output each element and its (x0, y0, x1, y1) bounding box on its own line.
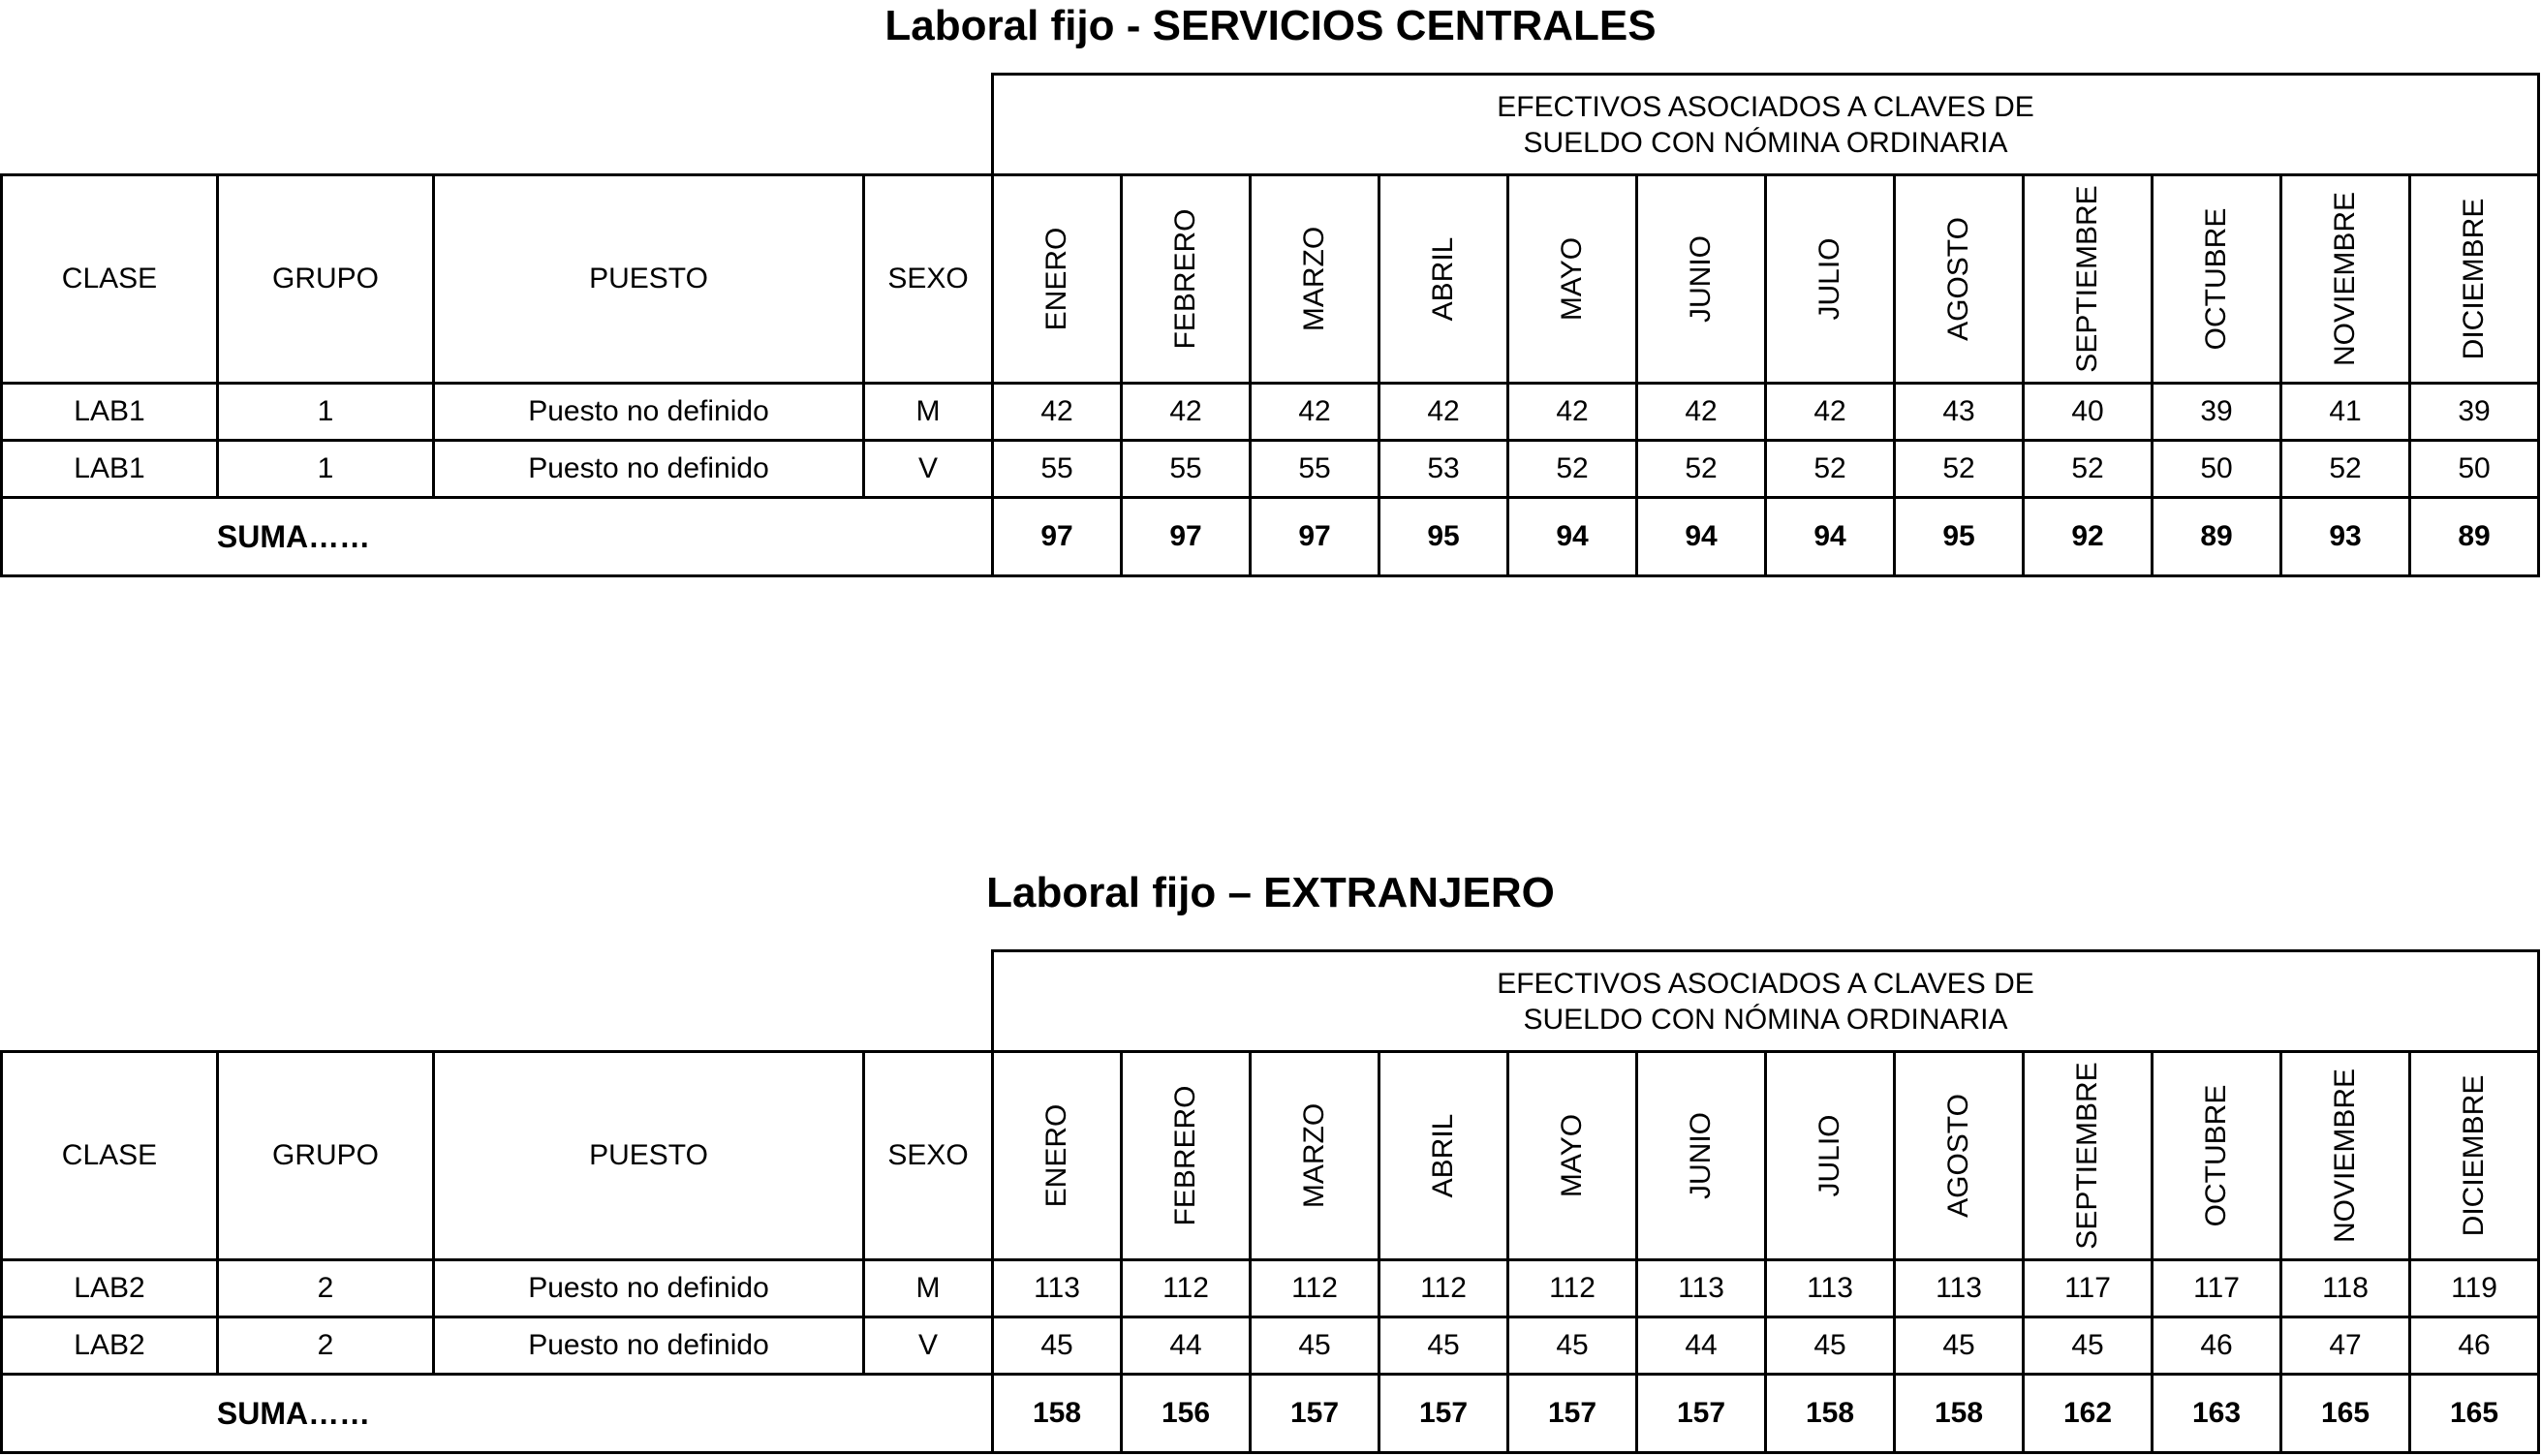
cell-value: 42 (1766, 384, 1895, 441)
cell-grupo: 2 (218, 1317, 434, 1375)
cell-value: 41 (2281, 384, 2410, 441)
month-label: MARZO (1298, 226, 1330, 332)
month-label: OCTUBRE (2200, 1084, 2232, 1227)
cell-puesto: Puesto no definido (434, 441, 864, 498)
month-label: ABRIL (1427, 1113, 1459, 1198)
cell-clase: LAB1 (2, 441, 218, 498)
sum-label: SUMA…… (2, 1375, 993, 1453)
cell-value: 52 (1508, 441, 1637, 498)
header-puesto: PUESTO (434, 1052, 864, 1260)
supergroup-line-2: SUELDO CON NÓMINA ORDINARIA (1523, 126, 2008, 159)
month-label: AGOSTO (1942, 1094, 1974, 1218)
header-month (1766, 175, 1895, 384)
cell-value: 45 (1766, 1317, 1895, 1375)
month-label: NOVIEMBRE (2329, 191, 2361, 367)
sum-value: 97 (1251, 498, 1379, 576)
cell-grupo: 1 (218, 384, 434, 441)
header-sexo: SEXO (864, 175, 993, 384)
sum-value: 157 (1379, 1375, 1508, 1453)
sum-value: 89 (2410, 498, 2539, 576)
header-clase: CLASE (2, 175, 218, 384)
cell-value: 112 (1508, 1260, 1637, 1317)
cell-value: 55 (1251, 441, 1379, 498)
cell-value: 52 (2281, 441, 2410, 498)
header-month (1122, 1052, 1251, 1260)
cell-value: 46 (2410, 1317, 2539, 1375)
cell-value: 113 (993, 1260, 1122, 1317)
header-month (1508, 175, 1637, 384)
sum-value: 94 (1637, 498, 1766, 576)
cell-value: 45 (1508, 1317, 1637, 1375)
cell-value: 52 (1895, 441, 2024, 498)
supergroup-line-1: EFECTIVOS ASOCIADOS A CLAVES DE (1497, 967, 2034, 1000)
sum-value: 97 (993, 498, 1122, 576)
table-row (2, 1317, 2539, 1375)
sum-value: 158 (1766, 1375, 1895, 1453)
month-label: MAYO (1556, 236, 1588, 322)
cell-clase: LAB1 (2, 384, 218, 441)
sum-value: 97 (1122, 498, 1251, 576)
sum-value: 93 (2281, 498, 2410, 576)
header-grupo: GRUPO (218, 175, 434, 384)
sum-value: 158 (993, 1375, 1122, 1453)
cell-value: 112 (1379, 1260, 1508, 1317)
cell-value: 117 (2153, 1260, 2281, 1317)
header-blank (2, 951, 993, 1052)
sum-value: 163 (2153, 1375, 2281, 1453)
sum-value: 165 (2410, 1375, 2539, 1453)
header-month (2410, 175, 2539, 384)
staff-table (0, 73, 2540, 577)
cell-value: 112 (1251, 1260, 1379, 1317)
sum-value: 157 (1508, 1375, 1637, 1453)
header-blank (2, 75, 993, 175)
cell-value: 39 (2410, 384, 2539, 441)
month-label: FEBRERO (1169, 1085, 1201, 1226)
header-month (1379, 1052, 1508, 1260)
header-month (1251, 1052, 1379, 1260)
table-row (2, 441, 2539, 498)
cell-value: 112 (1122, 1260, 1251, 1317)
cell-value: 50 (2410, 441, 2539, 498)
header-month (2024, 1052, 2153, 1260)
header-month (1379, 175, 1508, 384)
month-label: JUNIO (1685, 235, 1717, 323)
header-month (2281, 1052, 2410, 1260)
cell-value: 44 (1637, 1317, 1766, 1375)
header-month (1637, 175, 1766, 384)
table-row (2, 384, 2539, 441)
cell-value: 42 (1379, 384, 1508, 441)
supergroup-header (993, 75, 2539, 175)
section-title: Laboral fijo - SERVICIOS CENTRALES (884, 2, 1657, 49)
cell-value: 45 (993, 1317, 1122, 1375)
cell-value: 50 (2153, 441, 2281, 498)
cell-value: 119 (2410, 1260, 2539, 1317)
month-label: NOVIEMBRE (2329, 1068, 2361, 1244)
header-month (1895, 175, 2024, 384)
header-grupo: GRUPO (218, 1052, 434, 1260)
cell-value: 44 (1122, 1317, 1251, 1375)
cell-puesto: Puesto no definido (434, 1260, 864, 1317)
cell-value: 42 (1122, 384, 1251, 441)
sum-value: 94 (1766, 498, 1895, 576)
header-month (2410, 1052, 2539, 1260)
cell-grupo: 1 (218, 441, 434, 498)
cell-sexo: M (864, 1260, 993, 1317)
supergroup-line-1: EFECTIVOS ASOCIADOS A CLAVES DE (1497, 90, 2034, 123)
cell-value: 42 (993, 384, 1122, 441)
sum-value: 89 (2153, 498, 2281, 576)
header-month (993, 175, 1122, 384)
month-label: ENERO (1040, 1103, 1072, 1208)
sum-value: 157 (1637, 1375, 1766, 1453)
header-month (1508, 1052, 1637, 1260)
header-month (1637, 1052, 1766, 1260)
header-month (1895, 1052, 2024, 1260)
month-label: SEPTIEMBRE (2071, 185, 2103, 373)
cell-value: 113 (1637, 1260, 1766, 1317)
cell-sexo: V (864, 441, 993, 498)
sum-value: 94 (1508, 498, 1637, 576)
cell-clase: LAB2 (2, 1260, 218, 1317)
sum-value: 157 (1251, 1375, 1379, 1453)
cell-puesto: Puesto no definido (434, 384, 864, 441)
cell-sexo: V (864, 1317, 993, 1375)
cell-value: 42 (1508, 384, 1637, 441)
month-label: JUNIO (1685, 1112, 1717, 1199)
header-puesto: PUESTO (434, 175, 864, 384)
cell-value: 113 (1895, 1260, 2024, 1317)
cell-value: 52 (1637, 441, 1766, 498)
cell-value: 45 (2024, 1317, 2153, 1375)
month-label: AGOSTO (1942, 217, 1974, 341)
sum-value: 156 (1122, 1375, 1251, 1453)
staff-table (0, 949, 2540, 1454)
month-label: ENERO (1040, 227, 1072, 331)
cell-clase: LAB2 (2, 1317, 218, 1375)
cell-value: 42 (1637, 384, 1766, 441)
month-label: ABRIL (1427, 236, 1459, 322)
cell-value: 52 (2024, 441, 2153, 498)
sum-value: 95 (1379, 498, 1508, 576)
cell-value: 45 (1895, 1317, 2024, 1375)
cell-puesto: Puesto no definido (434, 1317, 864, 1375)
header-month (1122, 175, 1251, 384)
header-month (2153, 175, 2281, 384)
cell-value: 53 (1379, 441, 1508, 498)
month-label: MAYO (1556, 1113, 1588, 1198)
header-month (2024, 175, 2153, 384)
supergroup-header (993, 951, 2539, 1052)
header-month (2153, 1052, 2281, 1260)
supergroup-line-2: SUELDO CON NÓMINA ORDINARIA (1523, 1003, 2008, 1036)
cell-value: 113 (1766, 1260, 1895, 1317)
cell-value: 46 (2153, 1317, 2281, 1375)
month-label: MARZO (1298, 1102, 1330, 1209)
month-label: JULIO (1813, 1114, 1845, 1197)
header-month (2281, 175, 2410, 384)
cell-value: 47 (2281, 1317, 2410, 1375)
sum-row (2, 498, 2539, 576)
cell-value: 55 (1122, 441, 1251, 498)
cell-value: 52 (1766, 441, 1895, 498)
cell-value: 42 (1251, 384, 1379, 441)
cell-value: 118 (2281, 1260, 2410, 1317)
cell-value: 45 (1379, 1317, 1508, 1375)
cell-value: 45 (1251, 1317, 1379, 1375)
sum-value: 95 (1895, 498, 2024, 576)
cell-value: 55 (993, 441, 1122, 498)
section-title: Laboral fijo – EXTRANJERO (986, 869, 1555, 916)
month-label: FEBRERO (1169, 208, 1201, 350)
month-label: SEPTIEMBRE (2071, 1062, 2103, 1250)
month-label: OCTUBRE (2200, 207, 2232, 351)
table-row (2, 1260, 2539, 1317)
month-label: DICIEMBRE (2458, 1074, 2490, 1237)
header-sexo: SEXO (864, 1052, 993, 1260)
cell-value: 40 (2024, 384, 2153, 441)
sum-value: 158 (1895, 1375, 2024, 1453)
sum-row (2, 1375, 2539, 1453)
cell-value: 43 (1895, 384, 2024, 441)
cell-value: 39 (2153, 384, 2281, 441)
header-clase: CLASE (2, 1052, 218, 1260)
month-label: JULIO (1813, 237, 1845, 321)
cell-grupo: 2 (218, 1260, 434, 1317)
month-label: DICIEMBRE (2458, 198, 2490, 360)
cell-sexo: M (864, 384, 993, 441)
sum-value: 92 (2024, 498, 2153, 576)
header-month (993, 1052, 1122, 1260)
sum-value: 162 (2024, 1375, 2153, 1453)
header-month (1766, 1052, 1895, 1260)
sum-value: 165 (2281, 1375, 2410, 1453)
sum-label: SUMA…… (2, 498, 993, 576)
header-month (1251, 175, 1379, 384)
cell-value: 117 (2024, 1260, 2153, 1317)
